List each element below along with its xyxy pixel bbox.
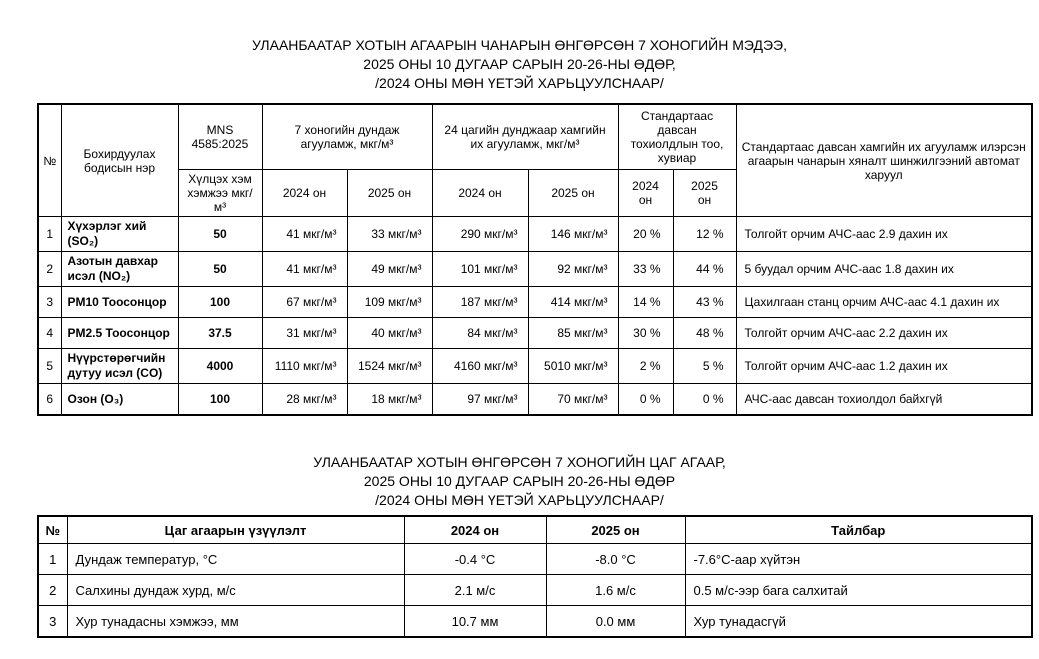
cell-max-2025: 70 мкг/м³ (528, 384, 618, 416)
header-year-2025: 2025 он (546, 516, 685, 544)
cell-pollutant-name: Азотын давхар исэл (NO₂) (61, 252, 178, 287)
table-row (38, 252, 1032, 287)
cell-week-2025: 109 мкг/м³ (347, 287, 432, 318)
cell-row-number: 5 (38, 349, 61, 384)
header-note: Тайлбар (685, 516, 1032, 544)
title-line: УЛААНБААТАР ХОТЫН ӨНГӨРСӨН 7 ХОНОГИЙН ЦАГ АГААР, (313, 454, 726, 470)
table-row (38, 606, 1032, 638)
cell-row-number: 2 (38, 252, 61, 287)
header-indicator: Цаг агаарын үзүүлэлт (67, 516, 404, 544)
cell-pct-2025: 0 % (673, 384, 736, 416)
air-quality-report-title (0, 0, 1039, 93)
cell-row-number: 4 (38, 318, 61, 349)
cell-limit: 37.5 (178, 318, 262, 349)
header-year-2025: 2025 он (673, 170, 736, 217)
cell-limit: 50 (178, 217, 262, 252)
cell-pct-2025: 12 % (673, 217, 736, 252)
cell-max-2024: 84 мкг/м³ (432, 318, 528, 349)
header-no: № (38, 104, 61, 217)
cell-max-2024: 290 мкг/м³ (432, 217, 528, 252)
cell-pct-2025: 43 % (673, 287, 736, 318)
cell-station-note: АЧС-аас давсан тохиолдол байхгүй (736, 384, 1032, 416)
cell-value-2024: 2.1 м/с (404, 575, 546, 606)
table-row (38, 318, 1032, 349)
header-year-2024: 2024 он (618, 170, 673, 217)
cell-max-2025: 5010 мкг/м³ (528, 349, 618, 384)
cell-remark: 0.5 м/с-ээр бага салхитай (685, 575, 1032, 606)
table-row (38, 544, 1032, 575)
cell-remark: -7.6°C-аар хүйтэн (685, 544, 1032, 575)
cell-indicator-name: Салхины дундаж хурд, м/с (67, 575, 404, 606)
cell-limit: 50 (178, 252, 262, 287)
cell-row-number: 3 (38, 287, 61, 318)
cell-row-number: 6 (38, 384, 61, 416)
cell-week-2025: 1524 мкг/м³ (347, 349, 432, 384)
header-day-max: 24 цагийн дунджаар хамгийн их агууламж, мкг/м³ (432, 104, 618, 170)
cell-max-2025: 414 мкг/м³ (528, 287, 618, 318)
cell-station-note: Толгойт орчим АЧС-аас 2.2 дахин их (736, 318, 1032, 349)
cell-pollutant-name: PM2.5 Тоосонцор (61, 318, 178, 349)
cell-week-2024: 41 мкг/м³ (262, 252, 347, 287)
cell-pct-2024: 14 % (618, 287, 673, 318)
cell-limit: 100 (178, 287, 262, 318)
weather-report-title (0, 453, 1039, 510)
table-header-row (38, 516, 1032, 544)
cell-row-number: 3 (38, 606, 67, 638)
header-std-exceed: Стандартаас давсан тохиолдлын тоо, хувиар (618, 104, 736, 170)
cell-limit: 4000 (178, 349, 262, 384)
header-year-2024: 2024 он (262, 170, 347, 217)
header-pollutant: Бохирдуулах бодисын нэр (61, 104, 178, 217)
title-line: /2024 ОНЫ МӨН ҮЕТЭЙ ХАРЬЦУУЛСНААР/ (375, 492, 664, 508)
cell-max-2024: 97 мкг/м³ (432, 384, 528, 416)
header-year-2025: 2025 он (347, 170, 432, 217)
cell-indicator-name: Хур тунадасны хэмжээ, мм (67, 606, 404, 638)
table-row (38, 287, 1032, 318)
cell-week-2024: 31 мкг/м³ (262, 318, 347, 349)
header-week-avg: 7 хоногийн дундаж агууламж, мкг/м³ (262, 104, 432, 170)
cell-station-note: Толгойт орчим АЧС-аас 2.9 дахин их (736, 217, 1032, 252)
table-row (38, 217, 1032, 252)
header-station: Стандартаас давсан хамгийн их агууламж илэрсэн агаарын чанарын хяналт шинжилгээний автомат харуул (736, 104, 1032, 217)
cell-value-2024: 10.7 мм (404, 606, 546, 638)
cell-week-2024: 67 мкг/м³ (262, 287, 347, 318)
title-line: /2024 ОНЫ МӨН ҮЕТЭЙ ХАРЬЦУУЛСНААР/ (375, 75, 664, 91)
cell-row-number: 2 (38, 575, 67, 606)
cell-remark: Хур тунадасгүй (685, 606, 1032, 638)
cell-max-2024: 4160 мкг/м³ (432, 349, 528, 384)
cell-value-2025: 1.6 м/с (546, 575, 685, 606)
cell-pct-2024: 2 % (618, 349, 673, 384)
cell-max-2025: 85 мкг/м³ (528, 318, 618, 349)
cell-pct-2024: 20 % (618, 217, 673, 252)
table-row (38, 575, 1032, 606)
cell-row-number: 1 (38, 217, 61, 252)
table-row (38, 384, 1032, 416)
cell-pct-2025: 5 % (673, 349, 736, 384)
cell-value-2025: -8.0 °C (546, 544, 685, 575)
cell-pollutant-name: Озон (O₃) (61, 384, 178, 416)
cell-week-2024: 1110 мкг/м³ (262, 349, 347, 384)
air-quality-table (37, 103, 1033, 416)
cell-value-2025: 0.0 мм (546, 606, 685, 638)
header-mns: MNS 4585:2025 (178, 104, 262, 170)
header-no: № (38, 516, 67, 544)
cell-pct-2024: 30 % (618, 318, 673, 349)
header-year-2024: 2024 он (432, 170, 528, 217)
cell-indicator-name: Дундаж температур, °C (67, 544, 404, 575)
cell-week-2025: 33 мкг/м³ (347, 217, 432, 252)
cell-station-note: 5 буудал орчим АЧС-аас 1.8 дахин их (736, 252, 1032, 287)
cell-station-note: Толгойт орчим АЧС-аас 1.2 дахин их (736, 349, 1032, 384)
cell-limit: 100 (178, 384, 262, 416)
header-mns-limit: Хүлцэх хэм хэмжээ мкг/м³ (178, 170, 262, 217)
table-header-row (38, 104, 1032, 170)
cell-max-2024: 187 мкг/м³ (432, 287, 528, 318)
cell-max-2025: 146 мкг/м³ (528, 217, 618, 252)
title-line: УЛААНБААТАР ХОТЫН АГААРЫН ЧАНАРЫН ӨНГӨРСӨН 7 ХОНОГИЙН МЭДЭЭ, (251, 37, 787, 53)
cell-pct-2025: 44 % (673, 252, 736, 287)
cell-pct-2024: 0 % (618, 384, 673, 416)
title-line: 2025 ОНЫ 10 ДУГААР САРЫН 20-26-НЫ ӨДӨР, (363, 56, 676, 72)
cell-pollutant-name: Хүхэрлэг хий (SO₂) (61, 217, 178, 252)
cell-week-2024: 41 мкг/м³ (262, 217, 347, 252)
header-year-2024: 2024 он (404, 516, 546, 544)
cell-week-2025: 40 мкг/м³ (347, 318, 432, 349)
cell-value-2024: -0.4 °C (404, 544, 546, 575)
cell-row-number: 1 (38, 544, 67, 575)
title-line: 2025 ОНЫ 10 ДУГААР САРЫН 20-26-НЫ ӨДӨР (363, 473, 676, 489)
cell-pollutant-name: Нүүрстөрөгчийн дутуу исэл (CO) (61, 349, 178, 384)
cell-week-2025: 18 мкг/м³ (347, 384, 432, 416)
weather-table (37, 515, 1033, 638)
cell-max-2024: 101 мкг/м³ (432, 252, 528, 287)
cell-pollutant-name: PM10 Тоосонцор (61, 287, 178, 318)
cell-pct-2024: 33 % (618, 252, 673, 287)
table-row (38, 349, 1032, 384)
header-year-2025: 2025 он (528, 170, 618, 217)
cell-week-2025: 49 мкг/м³ (347, 252, 432, 287)
cell-pct-2025: 48 % (673, 318, 736, 349)
cell-station-note: Цахилгаан станц орчим АЧС-аас 4.1 дахин их (736, 287, 1032, 318)
cell-week-2024: 28 мкг/м³ (262, 384, 347, 416)
cell-max-2025: 92 мкг/м³ (528, 252, 618, 287)
